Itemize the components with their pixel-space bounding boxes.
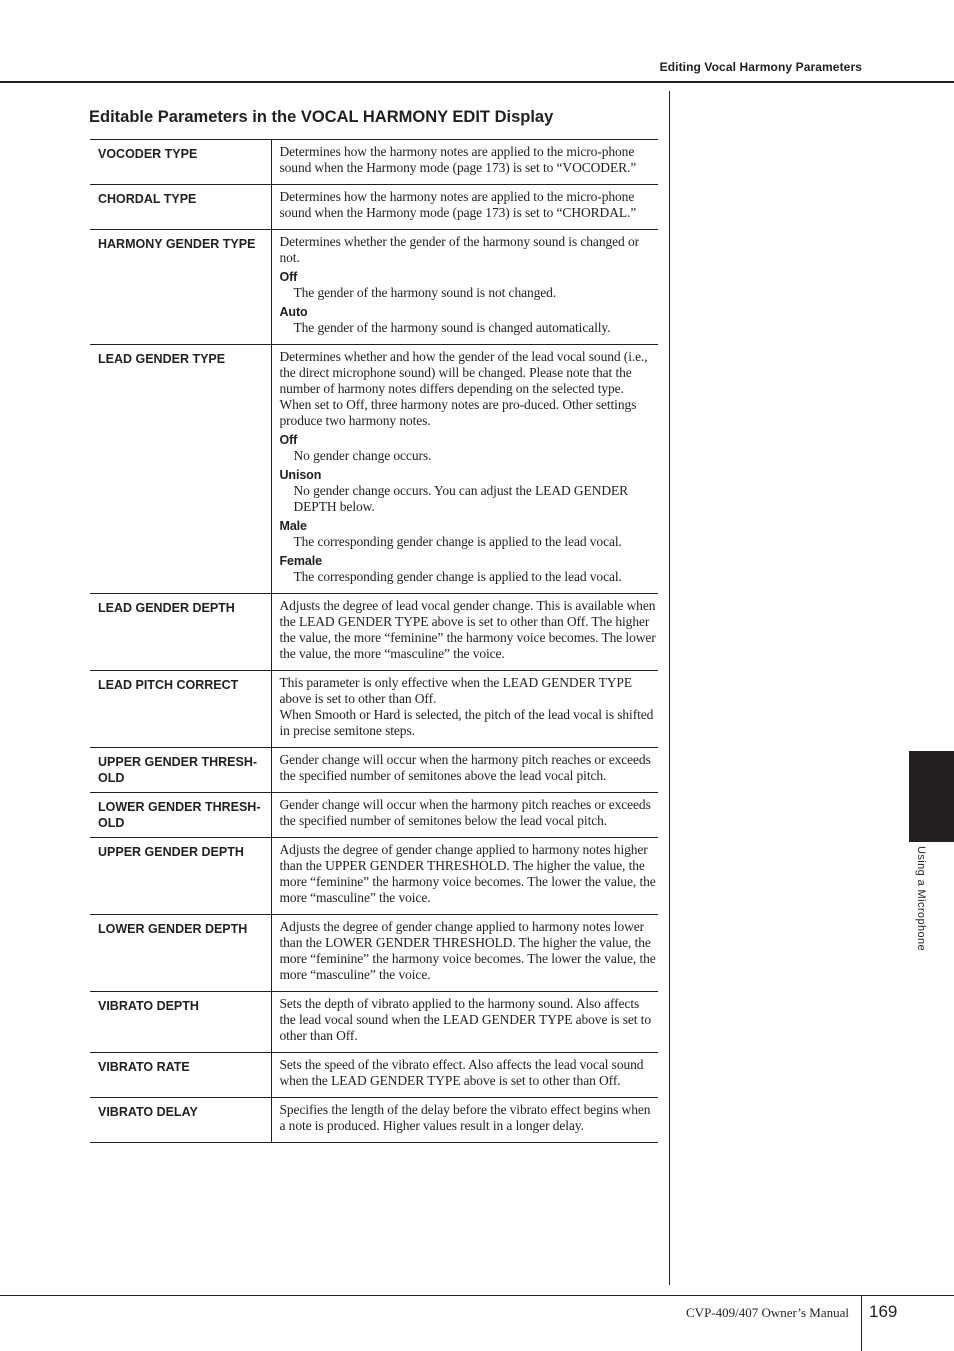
table-row — [90, 185, 658, 230]
parameter-description: Gender change will occur when the harmony pitch reaches or exceeds the specified number of semitones above the lead vocal pitch. — [279, 752, 651, 783]
table-row — [90, 230, 658, 345]
parameter-description-cell — [271, 594, 658, 671]
parameter-name: VIBRATO RATE — [90, 1053, 271, 1098]
table-row — [90, 1098, 658, 1143]
running-header: Editing Vocal Harmony Parameters — [659, 60, 862, 74]
parameter-description-cell — [271, 1098, 658, 1143]
parameter-name: VIBRATO DEPTH — [90, 992, 271, 1053]
table-row — [90, 992, 658, 1053]
table-row — [90, 140, 658, 185]
table-row — [90, 345, 658, 594]
parameter-description: Determines how the harmony notes are applied to the micro-phone sound when the Harmony mode (page 173) is set to “VOCODER.” — [279, 144, 637, 175]
option-label: Off — [279, 433, 298, 447]
parameter-name: VIBRATO DELAY — [90, 1098, 271, 1143]
parameter-description: When Smooth or Hard is selected, the pitch of the lead vocal is shifted in precise semitone steps. — [279, 707, 654, 738]
parameter-name: LEAD GENDER DEPTH — [90, 594, 271, 671]
chapter-tab-label: Using a Microphone — [915, 846, 927, 952]
chapter-tab — [909, 751, 954, 842]
parameter-description: Adjusts the degree of lead vocal gender change. This is available when the LEAD GENDER TYPE above is set to other than Off. The higher the value, the more “feminine” the harmony voice becomes. The lower the value, the more “masculine” the voice. — [279, 598, 656, 661]
option-description: The corresponding gender change is applied to the lead vocal. — [293, 569, 622, 584]
parameter-description: Determines whether the gender of the harmony sound is changed or not. — [279, 234, 639, 265]
section-title: Editable Parameters in the VOCAL HARMONY EDIT Display — [89, 108, 554, 126]
table-row — [90, 793, 658, 838]
parameter-table — [90, 139, 658, 1143]
parameter-description: Determines how the harmony notes are applied to the micro-phone sound when the Harmony mode (page 173) is set to “CHORDAL.” — [279, 189, 637, 220]
parameter-name: LEAD GENDER TYPE — [90, 345, 271, 594]
parameter-name: LOWER GENDER THRESH-OLD — [90, 793, 271, 838]
option-description: The gender of the harmony sound is changed automatically. — [293, 320, 611, 335]
parameter-description-cell — [271, 992, 658, 1053]
parameter-table-body — [90, 140, 658, 1143]
option-description: No gender change occurs. You can adjust the LEAD GENDER DEPTH below. — [293, 483, 629, 514]
parameter-name: CHORDAL TYPE — [90, 185, 271, 230]
parameter-description-cell — [271, 748, 658, 793]
parameter-description-cell — [271, 793, 658, 838]
parameter-name: LEAD PITCH CORRECT — [90, 671, 271, 748]
table-row — [90, 838, 658, 915]
parameter-description: Adjusts the degree of gender change applied to harmony notes lower than the LOWER GENDER THRESHOLD. The higher the value, the more “feminine” the harmony voice becomes. The lower the value, the more “masculine” the voice. — [279, 919, 656, 982]
option-label: Male — [279, 519, 307, 533]
parameter-description-cell — [271, 838, 658, 915]
parameter-description: Sets the depth of vibrato applied to the harmony sound. Also affects the lead vocal sound when the LEAD GENDER TYPE above is set to other than Off. — [279, 996, 651, 1043]
parameter-description-cell — [271, 345, 658, 594]
option-label: Auto — [279, 305, 308, 319]
option-label: Female — [279, 554, 322, 568]
footer-manual-title: CVP-409/407 Owner’s Manual — [686, 1305, 849, 1320]
parameter-name: UPPER GENDER DEPTH — [90, 838, 271, 915]
parameter-description: This parameter is only effective when the LEAD GENDER TYPE above is set to other than Off. — [279, 675, 632, 706]
parameter-description: Gender change will occur when the harmony pitch reaches or exceeds the specified number of semitones below the lead vocal pitch. — [279, 797, 651, 828]
option-description: The corresponding gender change is applied to the lead vocal. — [293, 534, 622, 549]
table-row — [90, 748, 658, 793]
parameter-description-cell — [271, 1053, 658, 1098]
parameter-description-cell — [271, 185, 658, 230]
parameter-name: VOCODER TYPE — [90, 140, 271, 185]
parameter-description-cell — [271, 915, 658, 992]
footer-rule — [0, 1295, 954, 1296]
table-row — [90, 594, 658, 671]
option-label: Off — [279, 270, 298, 284]
parameter-description: Sets the speed of the vibrato effect. Also affects the lead vocal sound when the LEAD GENDER TYPE above is set to other than Off. — [279, 1057, 644, 1088]
option-description: The gender of the harmony sound is not changed. — [293, 285, 557, 300]
header-rule — [0, 81, 954, 83]
parameter-description-cell — [271, 230, 658, 345]
parameter-description-cell — [271, 140, 658, 185]
parameter-description: Specifies the length of the delay before the vibrato effect begins when a note is produced. Higher values result in a longer delay. — [279, 1102, 651, 1133]
option-label: Unison — [279, 468, 322, 482]
parameter-description: Adjusts the degree of gender change applied to harmony notes higher than the UPPER GENDER THRESHOLD. The higher the value, the more “feminine” the harmony voice becomes. The lower the value, the more “masculine” the voice. — [279, 842, 656, 905]
parameter-description-cell — [271, 671, 658, 748]
table-row — [90, 671, 658, 748]
table-row — [90, 915, 658, 992]
option-description: No gender change occurs. — [293, 448, 432, 463]
parameter-name: HARMONY GENDER TYPE — [90, 230, 271, 345]
parameter-name: LOWER GENDER DEPTH — [90, 915, 271, 992]
column-rule — [669, 91, 670, 1285]
parameter-name: UPPER GENDER THRESH-OLD — [90, 748, 271, 793]
table-row — [90, 1053, 658, 1098]
page-number: 169 — [869, 1302, 898, 1321]
footer-divider — [861, 1295, 862, 1351]
parameter-description: Determines whether and how the gender of the lead vocal sound (i.e., the direct microphone sound) will be changed. Please note that the number of harmony notes differs depending on the selected type. When set to Off, three harmony notes are pro-duced. Other settings produce two harmony notes. — [279, 349, 648, 428]
